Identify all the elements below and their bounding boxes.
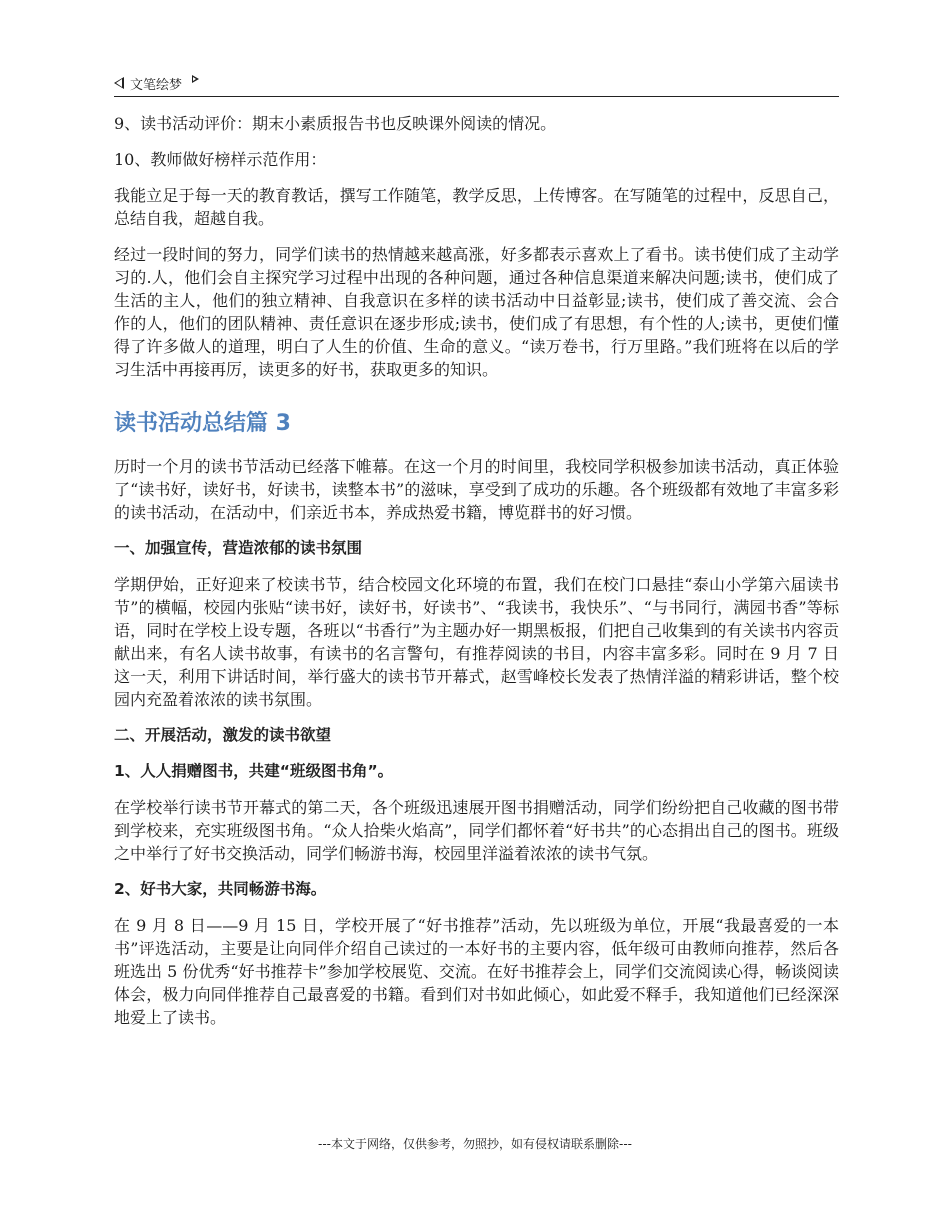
document-body	[114, 112, 839, 1042]
item-2-title: 2、好书大家，共同畅游书海。	[114, 880, 327, 898]
item-1-body: 在学校举行读书节开幕式的第二天，各个班级迅速展开图书捐赠活动，同学们纷纷把自己收藏的图书带到学校来，充实班级图书角。“众人拾柴火焰高”，同学们都怀着“好书共”的心态捐出自己的图书。班级之中举行了好书交换活动，同学们畅游书海，校园里洋溢着浓浓的读书气氛。	[114, 798, 839, 863]
header-title: 文笔绘梦	[130, 77, 183, 93]
item-2-body: 在 9 月 8 日——9 月 15 日，学校开展了“好书推荐”活动，先以班级为单位，开展“我最喜爱的一本书”评选活动，主要是让向同伴介绍自己读过的一本好书的主要内容，低年级可由教师向推荐，然后各班选出 5 份优秀“好书推荐卡”参加学校展览、交流。在好书推荐会上，同学们交流阅读心得，畅谈阅读体会，极力向同伴推荐自己最喜爱的书籍。看到们对书如此倾心，如此爱不释手，我知道他们已经深深地爱上了读书。	[114, 916, 839, 1027]
section-intro: 历时一个月的读书节活动已经落下帷幕。在这一个月的时间里，我校同学积极参加读书活动，真正体验了“读书好，读好书，好读书，读整本书”的滋味，享受到了成功的乐趣。各个班级都有效地了丰富多彩的读书活动，在活动中，们亲近书本，养成热爱书籍，博览群书的好习惯。	[114, 457, 839, 522]
paragraph: 9、读书活动评价：期末小素质报告书也反映课外阅读的情况。	[114, 114, 557, 133]
paragraph: 10、教师做好榜样示范作用：	[114, 150, 327, 169]
triangle-left-icon	[114, 77, 124, 89]
triangle-right-icon	[192, 75, 199, 83]
subsection-1-body: 学期伊始，正好迎来了校读书节，结合校园文化环境的布置，我们在校门口悬挂“泰山小学第六届读书节”的横幅，校园内张贴“读书好，读好书，好读书”、“我读书，我快乐”、“与书同行，满园书香”等标语，同时在学校上设专题，各班以“书香行”为主题办好一期黑板报，们把自己收集到的有关读书内容贡献出来，有名人读书故事，有读书的名言警句，有推荐阅读的书目，内容丰富多彩。同时在 9 月 7 日这一天，利用下讲话时间，举行盛大的读书节开幕式，赵雪峰校长发表了热情洋溢的精彩讲话，整个校园内充盈着浓浓的读书氛围。	[114, 575, 839, 709]
paragraph: 经过一段时间的努力，同学们读书的热情越来越高涨，好多都表示喜欢上了看书。读书使们成了主动学习的.人，他们会自主探究学习过程中出现的各种问题，通过各种信息渠道来解决问题;读书，使们成了生活的主人，他们的独立精神、自我意识在多样的读书活动中日益彰显;读书，使们成了善交流、会合作的人，他们的团队精神、责任意识在逐步形成;读书，使们成了有思想，有个性的人;读书，更使们懂得了许多做人的道理，明白了人生的价值、生命的意义。“读万卷书，行万里路。”我们班将在以后的学习生活中再接再厉，读更多的好书，获取更多的知识。	[114, 245, 839, 379]
section-heading: 读书活动总结篇 3	[114, 411, 291, 436]
subheading-1: 一、加强宣传，营造浓郁的读书氛围	[114, 539, 363, 557]
page-header	[114, 70, 839, 97]
page-footer: ---本文于网络，仅供参考，勿照抄，如有侵权请联系删除---	[318, 1137, 632, 1151]
item-1-title: 1、人人捐赠图书，共建“班级图书角”。	[114, 762, 394, 780]
paragraph: 我能立足于每一天的教育教话，撰写工作随笔，教学反思，上传博客。在写随笔的过程中，反思自己，总结自我，超越自我。	[114, 186, 839, 228]
subheading-2: 二、开展活动，激发的读书欲望	[114, 726, 332, 744]
